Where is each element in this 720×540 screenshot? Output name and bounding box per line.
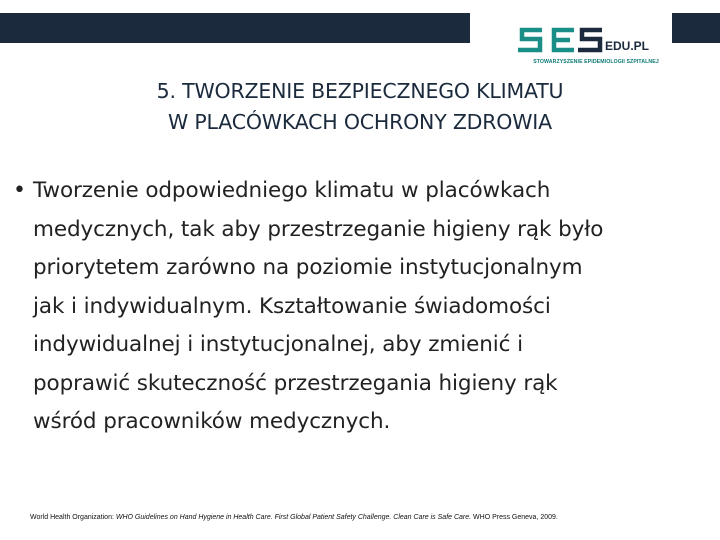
header-bar-left: [0, 13, 470, 43]
title-line-2: W PLACÓWKACH OCHRONY ZDROWIA: [168, 110, 552, 134]
bullet-line-4: jak i indywidualnym. Kształtowanie świadomości: [33, 293, 551, 319]
bullet-line-7: wśród pracowników medycznych.: [33, 409, 391, 434]
bullet-line-3: priorytetem zarówno na poziomie instytucjonalnym: [33, 255, 583, 280]
slide-title: [60, 76, 660, 138]
logo-domain-text: EDU.PL: [605, 39, 650, 53]
title-line-1: 5. TWORZENIE BEZPIECZNEGO KLIMATU: [156, 79, 564, 103]
bullet-line-1: Tworzenie odpowiedniego klimatu w placówkach: [33, 178, 551, 203]
footnote-work: WHO Guidelines on Hand Hygiene in Health Care. First Global Patient Safety Challenge. Clean Care is Safe Care.: [115, 514, 472, 521]
bullet-line-6: poprawić skuteczność przestrzegania higieny rąk: [33, 370, 558, 396]
logo-subtitle: STOWARZYSZENIE EPIDEMIOLOGII SZPITALNEJ: [533, 59, 659, 65]
bullet-line-5: indywidualnej i instytucjonalnej, aby zmienić i: [33, 332, 523, 357]
bullet-item: [13, 172, 717, 442]
bullet-line-2: medycznych, tak aby przestrzeganie higieny rąk było: [33, 216, 604, 242]
footnote-citation: [30, 514, 558, 521]
ses-logo: [514, 20, 694, 70]
footnote-publisher: WHO Press Geneva, 2009.: [471, 514, 558, 521]
ses-logo-graphic: [514, 20, 694, 60]
bullet-text: [33, 172, 717, 442]
bullet-marker: •: [13, 178, 26, 203]
bullet-list: [13, 172, 717, 442]
footnote-org: World Health Organization:: [30, 514, 116, 521]
